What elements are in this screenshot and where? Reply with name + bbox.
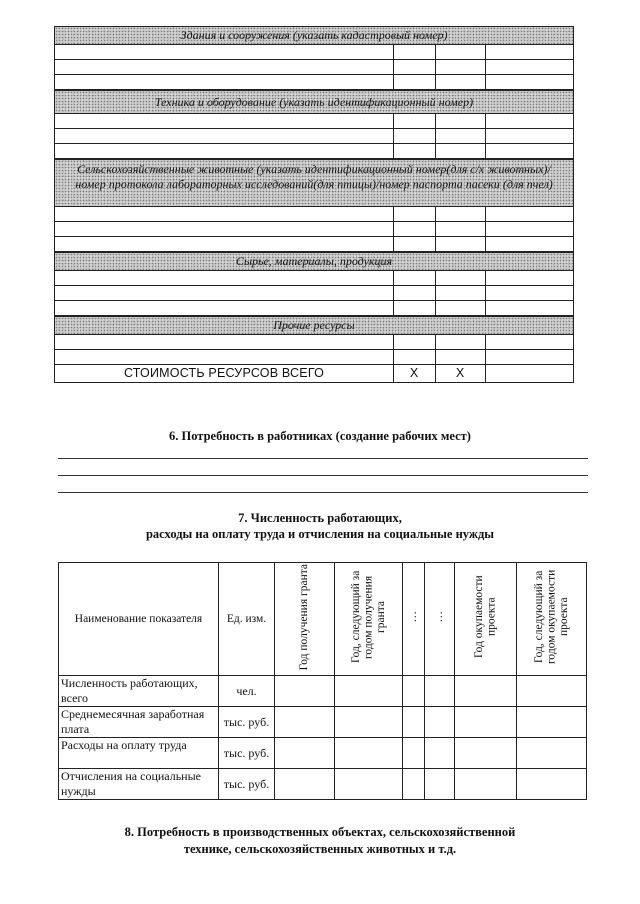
resources-section-label: Сельскохозяйственные животные (указать идентификационный номер(для с/х животных)/номер протокола лабораторных исследований(для птицы)/номер паспорта пасеки (для пчел) bbox=[75, 162, 553, 191]
table-row bbox=[59, 707, 587, 738]
table-cell[interactable] bbox=[517, 769, 587, 800]
table-cell[interactable] bbox=[335, 738, 403, 769]
resources-total-x-mark: X bbox=[455, 366, 465, 380]
table-cell[interactable] bbox=[403, 738, 425, 769]
table-cell[interactable] bbox=[425, 676, 455, 707]
table-cell[interactable] bbox=[425, 707, 455, 738]
table-cell[interactable] bbox=[425, 769, 455, 800]
section-8-title-line1: 8. Потребность в производственных объектах, сельскохозяйственной bbox=[124, 825, 516, 839]
resources-section-materials-header bbox=[55, 252, 573, 271]
table-cell[interactable] bbox=[335, 769, 403, 800]
column-header-year-grant bbox=[275, 563, 335, 676]
table-cell[interactable] bbox=[403, 676, 425, 707]
resources-grid bbox=[54, 26, 574, 383]
answer-line[interactable] bbox=[58, 475, 588, 476]
table-row[interactable] bbox=[55, 129, 573, 144]
table-row bbox=[59, 676, 587, 707]
column-header-label: Год, следующий за годом окупаемости проекта bbox=[532, 569, 570, 665]
answer-line[interactable] bbox=[58, 492, 588, 493]
table-cell[interactable] bbox=[403, 707, 425, 738]
table-cell[interactable] bbox=[403, 769, 425, 800]
row-label: Среднемесячная заработная плата bbox=[59, 707, 219, 738]
row-unit: тыс. руб. bbox=[219, 738, 275, 769]
column-header-label: Год окупаемости проекта bbox=[473, 575, 498, 659]
staff-costs-table bbox=[58, 562, 587, 800]
table-row[interactable] bbox=[55, 207, 573, 222]
table-cell[interactable] bbox=[275, 769, 335, 800]
column-header-name: Наименование показателя bbox=[59, 563, 219, 676]
column-header-label: … bbox=[407, 611, 420, 623]
resources-total-label: СТОИМОСТЬ РЕСУРСОВ ВСЕГО bbox=[123, 366, 325, 380]
section-7-title-line2: расходы на оплату труда и отчисления на социальные нужды bbox=[145, 527, 495, 541]
column-header-year-after-grant bbox=[335, 563, 403, 676]
table-cell[interactable] bbox=[455, 769, 517, 800]
table-row[interactable] bbox=[55, 45, 573, 60]
column-header-label: Год, следующий за годом получения гранта bbox=[349, 570, 387, 664]
table-cell[interactable] bbox=[335, 676, 403, 707]
table-cell[interactable] bbox=[335, 707, 403, 738]
table-row[interactable] bbox=[55, 301, 573, 316]
table-cell[interactable] bbox=[275, 738, 335, 769]
column-header-label: Год получения гранта bbox=[298, 563, 311, 671]
table-row[interactable] bbox=[55, 60, 573, 75]
resources-total-x-mark: X bbox=[409, 366, 419, 380]
table-row bbox=[59, 738, 587, 769]
resources-section-label: Здания и сооружения (указать кадастровый номер) bbox=[180, 28, 448, 42]
section-8-title-line2: технике, сельскохозяйственных животных и т.д. bbox=[183, 842, 457, 856]
column-header-year-after-payback bbox=[517, 563, 587, 676]
table-cell[interactable] bbox=[275, 676, 335, 707]
resources-section-buildings-header bbox=[55, 26, 573, 45]
row-unit: тыс. руб. bbox=[219, 769, 275, 800]
row-label: Отчисления на социальные нужды bbox=[59, 769, 219, 800]
column-header-unit: Ед. изм. bbox=[219, 563, 275, 676]
table-cell[interactable] bbox=[517, 738, 587, 769]
answer-line[interactable] bbox=[58, 458, 588, 459]
table-cell[interactable] bbox=[517, 676, 587, 707]
resources-section-equipment-header bbox=[55, 90, 573, 114]
table-row[interactable] bbox=[55, 75, 573, 90]
resources-table bbox=[54, 26, 572, 383]
row-unit: тыс. руб. bbox=[219, 707, 275, 738]
resources-section-label: Техника и оборудование (указать идентификационный номер) bbox=[154, 95, 474, 109]
table-row[interactable] bbox=[55, 271, 573, 286]
section-6-title: 6. Потребность в работниках (создание рабочих мест) bbox=[169, 429, 471, 443]
table-row[interactable] bbox=[55, 237, 573, 252]
column-header-ellipsis bbox=[403, 563, 425, 676]
table-row bbox=[59, 769, 587, 800]
table-row[interactable] bbox=[55, 286, 573, 301]
table-cell[interactable] bbox=[425, 738, 455, 769]
resources-section-animals-header bbox=[55, 159, 573, 207]
row-label: Численность работающих, всего bbox=[59, 676, 219, 707]
staff-table-header-row bbox=[59, 563, 587, 676]
column-header-ellipsis bbox=[425, 563, 455, 676]
resources-section-other-header bbox=[55, 316, 573, 335]
row-unit: чел. bbox=[219, 676, 275, 707]
table-row[interactable] bbox=[55, 350, 573, 365]
resources-section-label: Прочие ресурсы bbox=[273, 318, 355, 332]
table-cell[interactable] bbox=[517, 707, 587, 738]
column-header-payback-year bbox=[455, 563, 517, 676]
table-row[interactable] bbox=[55, 335, 573, 350]
resources-total-row bbox=[55, 365, 573, 383]
table-row[interactable] bbox=[55, 222, 573, 237]
table-row[interactable] bbox=[55, 144, 573, 159]
table-cell[interactable] bbox=[455, 676, 517, 707]
table-cell[interactable] bbox=[275, 707, 335, 738]
row-label: Расходы на оплату труда bbox=[59, 738, 219, 769]
table-cell[interactable] bbox=[455, 738, 517, 769]
table-cell[interactable] bbox=[455, 707, 517, 738]
column-header-label: … bbox=[433, 611, 446, 623]
section-7-title-line1: 7. Численность работающих, bbox=[238, 511, 402, 525]
resources-section-label: Сырье, материалы, продукция bbox=[235, 254, 393, 268]
table-row[interactable] bbox=[55, 114, 573, 129]
